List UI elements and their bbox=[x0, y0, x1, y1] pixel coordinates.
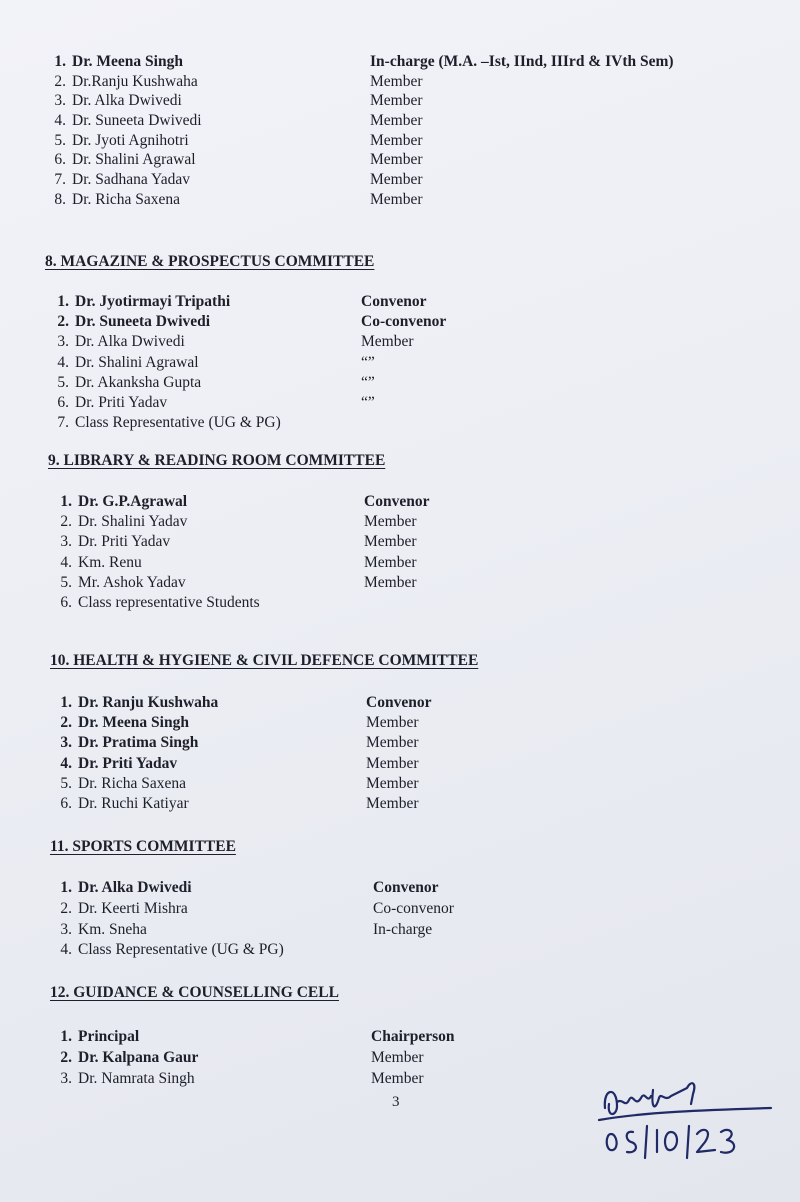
list-item bbox=[48, 754, 788, 774]
member-role: Member bbox=[366, 714, 419, 732]
member-name: Dr. Meena Singh bbox=[72, 53, 183, 70]
item-number: 6. bbox=[57, 393, 69, 411]
member-role: Member bbox=[371, 1049, 424, 1066]
item-number: 4. bbox=[60, 553, 72, 571]
member-name: Dr. Ranju Kushwaha bbox=[78, 694, 219, 711]
item-number: 1. bbox=[60, 879, 72, 896]
member-name: Dr. Alka Dwivedi bbox=[75, 333, 185, 351]
list-item bbox=[48, 878, 788, 899]
member-name: Km. Sneha bbox=[78, 920, 147, 938]
list-item bbox=[45, 373, 785, 393]
member-name: Class representative Students bbox=[78, 593, 260, 611]
item-number: 1. bbox=[60, 493, 72, 510]
member-role: Convenor bbox=[361, 293, 427, 310]
item-number: 1. bbox=[60, 694, 72, 711]
list-item bbox=[48, 512, 788, 532]
member-role: Member bbox=[364, 513, 417, 531]
item-number: 3. bbox=[60, 920, 72, 938]
member-role: Member bbox=[364, 573, 417, 591]
item-number: 6. bbox=[60, 794, 72, 812]
member-name: Dr. Ruchi Katiyar bbox=[78, 794, 189, 812]
section-heading-health: 10. HEALTH & HYGIENE & CIVIL DEFENCE COMMITTEE bbox=[50, 652, 479, 669]
item-number: 6. bbox=[54, 151, 66, 169]
section-heading-magazine: 8. MAGAZINE & PROSPECTUS COMMITTEE bbox=[45, 253, 375, 270]
member-name: Dr. Namrata Singh bbox=[78, 1070, 195, 1087]
member-name: Dr. Suneeta Dwivedi bbox=[72, 112, 202, 130]
member-role: Member bbox=[370, 171, 423, 189]
item-number: 2. bbox=[60, 513, 72, 531]
member-name: Dr. Richa Saxena bbox=[78, 774, 187, 792]
member-role: Convenor bbox=[364, 493, 430, 510]
member-name: Dr. G.P.Agrawal bbox=[78, 493, 188, 510]
item-number: 4. bbox=[57, 353, 69, 371]
member-role: Member bbox=[366, 734, 419, 752]
member-role: Convenor bbox=[373, 879, 439, 896]
section-list-library bbox=[48, 492, 788, 613]
list-item bbox=[42, 170, 782, 190]
item-number: 4. bbox=[60, 754, 72, 772]
member-name: Dr. Jyoti Agnihotri bbox=[72, 131, 189, 149]
member-role: Member bbox=[366, 774, 419, 792]
item-number: 3. bbox=[60, 533, 72, 551]
member-name: Mr. Ashok Yadav bbox=[78, 573, 186, 591]
member-name: Dr. Alka Dwivedi bbox=[78, 879, 192, 896]
item-number: 7. bbox=[54, 171, 66, 189]
member-name: Dr. Priti Yadav bbox=[78, 754, 178, 772]
member-name: Dr. Kalpana Gaur bbox=[78, 1049, 199, 1066]
list-item bbox=[48, 920, 788, 941]
list-item bbox=[48, 492, 788, 512]
list-item bbox=[48, 553, 788, 573]
list-item bbox=[45, 393, 785, 413]
list-item bbox=[42, 52, 782, 72]
item-number: 5. bbox=[60, 573, 72, 591]
item-number: 3. bbox=[60, 1070, 72, 1087]
member-name: Dr. Akanksha Gupta bbox=[75, 373, 202, 391]
section-heading-library: 9. LIBRARY & READING ROOM COMMITTEE bbox=[48, 452, 386, 469]
member-name: Class Representative (UG & PG) bbox=[75, 414, 281, 432]
list-item bbox=[45, 413, 785, 433]
member-role: Member bbox=[370, 131, 423, 149]
list-item bbox=[45, 332, 785, 352]
member-name: Km. Renu bbox=[78, 553, 142, 571]
list-item bbox=[48, 899, 788, 920]
list-item bbox=[48, 774, 788, 794]
member-role: Member bbox=[366, 794, 419, 812]
member-role: Member bbox=[364, 533, 417, 551]
item-number: 8. bbox=[54, 190, 66, 208]
item-number: 2. bbox=[57, 313, 69, 331]
member-role: Chairperson bbox=[371, 1028, 455, 1045]
section-list-magazine bbox=[45, 292, 785, 433]
item-number: 5. bbox=[57, 373, 69, 391]
list-item bbox=[42, 111, 782, 131]
section-list-sports bbox=[48, 878, 788, 961]
list-item bbox=[42, 190, 782, 210]
member-name: Dr. Suneeta Dwivedi bbox=[75, 313, 211, 331]
list-item bbox=[48, 733, 788, 753]
item-number: 1. bbox=[57, 293, 69, 310]
item-number: 3. bbox=[57, 333, 69, 351]
member-name: Principal bbox=[78, 1028, 140, 1045]
list-item bbox=[48, 573, 788, 593]
item-number: 7. bbox=[57, 414, 69, 432]
section-list-health bbox=[48, 693, 788, 814]
list-item bbox=[45, 353, 785, 373]
list-item bbox=[45, 312, 785, 332]
item-number: 2. bbox=[60, 899, 72, 917]
member-role: In-charge (M.A. –Ist, IInd, IIIrd & IVth Sem) bbox=[370, 53, 674, 70]
member-role: “” bbox=[361, 393, 375, 411]
member-role: In-charge bbox=[373, 920, 433, 938]
member-name: Dr. Meena Singh bbox=[78, 714, 189, 732]
list-item bbox=[42, 150, 782, 170]
list-item bbox=[48, 593, 788, 613]
member-role: Member bbox=[370, 112, 423, 130]
member-role: Member bbox=[371, 1070, 424, 1087]
item-number: 1. bbox=[54, 53, 66, 70]
member-role: Member bbox=[370, 92, 423, 110]
member-role: “” bbox=[361, 373, 375, 391]
member-role: Member bbox=[366, 754, 419, 772]
list-item bbox=[45, 292, 785, 312]
item-number: 2. bbox=[60, 714, 72, 732]
signature-mark bbox=[595, 1068, 775, 1168]
member-name: Dr. Shalini Yadav bbox=[78, 513, 188, 531]
list-item bbox=[42, 72, 782, 92]
top-member-list bbox=[42, 52, 782, 210]
section-heading-guidance: 12. GUIDANCE & COUNSELLING CELL bbox=[50, 984, 339, 1001]
member-role: Convenor bbox=[366, 694, 432, 711]
page-number: 3 bbox=[392, 1094, 400, 1110]
item-number: 2. bbox=[60, 1049, 72, 1066]
item-number: 6. bbox=[60, 593, 72, 611]
member-role: Member bbox=[370, 151, 423, 169]
item-number: 1. bbox=[60, 1028, 72, 1045]
member-role: Co-convenor bbox=[373, 899, 454, 917]
member-role: Member bbox=[370, 72, 423, 90]
item-number: 3. bbox=[60, 734, 72, 752]
item-number: 3. bbox=[54, 92, 66, 110]
item-number: 2. bbox=[54, 72, 66, 90]
list-item bbox=[42, 91, 782, 111]
member-name: Dr.Ranju Kushwaha bbox=[72, 72, 198, 90]
list-item bbox=[42, 131, 782, 151]
list-item bbox=[48, 1027, 788, 1048]
item-number: 4. bbox=[54, 112, 66, 130]
list-item bbox=[48, 940, 788, 961]
list-item bbox=[48, 1048, 788, 1069]
member-name: Dr. Shalini Agrawal bbox=[75, 353, 199, 371]
item-number: 4. bbox=[60, 941, 72, 959]
list-item bbox=[48, 713, 788, 733]
member-role: Member bbox=[361, 333, 414, 351]
member-role: Member bbox=[364, 553, 417, 571]
member-name: Dr. Sadhana Yadav bbox=[72, 171, 190, 189]
member-name: Dr. Pratima Singh bbox=[78, 734, 199, 752]
member-name: Dr. Richa Saxena bbox=[72, 190, 181, 208]
member-role: Member bbox=[370, 190, 423, 208]
list-item bbox=[48, 693, 788, 713]
member-role: Co-convenor bbox=[361, 313, 447, 331]
list-item bbox=[48, 794, 788, 814]
list-item bbox=[48, 532, 788, 552]
member-name: Dr. Priti Yadav bbox=[78, 533, 171, 551]
section-heading-sports: 11. SPORTS COMMITTEE bbox=[50, 838, 236, 855]
member-name: Dr. Keerti Mishra bbox=[78, 899, 188, 917]
member-role: “” bbox=[361, 353, 375, 371]
member-name: Dr. Priti Yadav bbox=[75, 393, 168, 411]
item-number: 5. bbox=[60, 774, 72, 792]
member-name: Dr. Alka Dwivedi bbox=[72, 92, 182, 110]
member-name: Dr. Jyotirmayi Tripathi bbox=[75, 293, 231, 310]
member-name: Class Representative (UG & PG) bbox=[78, 941, 284, 959]
member-name: Dr. Shalini Agrawal bbox=[72, 151, 196, 169]
item-number: 5. bbox=[54, 131, 66, 149]
